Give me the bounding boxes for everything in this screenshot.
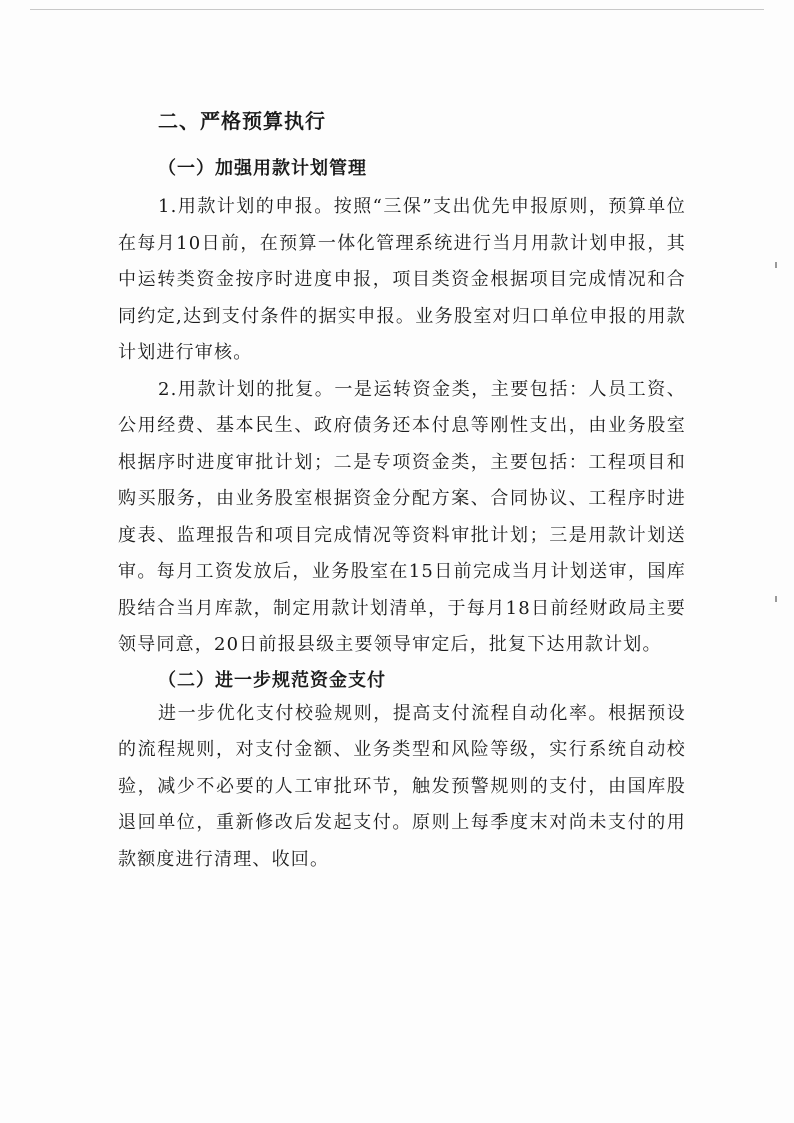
scan-margin-mark [775,596,777,602]
paragraph-payment-regulation: 进一步优化支付校验规则，提高支付流程自动化率。根据预设的流程规则，对支付金额、业务类型和风险等级，实行系统自动校验，减少不必要的人工审批环节，触发预警规则的支付，由国库股退回单位，重新修改后发起支付。原则上每季度末对尚未支付的用款额度进行清理、收回。 [118,702,686,870]
section-heading: 二、严格预算执行 [158,109,326,133]
document-body [118,104,686,878]
scan-edge-line [30,9,764,10]
paragraph-plan-declaration: 1.用款计划的申报。按照“三保”支出优先申报原则，预算单位在每月10日前，在预算一体化管理系统进行当月用款计划申报，其中运转类资金按序时进度申报，项目类资金根据项目完成情况和合同约定,达到支付条件的据实申报。业务股室对归口单位申报的用款计划进行审核。 [118,196,686,363]
subsection-heading-2: （二）进一步规范资金支付 [158,669,386,691]
subsection-heading-1: （一）加强用款计划管理 [158,158,367,179]
paragraph-plan-approval: 2.用款计划的批复。一是运转资金类，主要包括：人员工资、公用经费、基本民生、政府债务还本付息等刚性支出，由业务股室根据序时进度审批计划；二是专项资金类，主要包括：工程项目和购买服务，由业务股室根据资金分配方案、合同协议、工程序时进度表、监理报告和项目完成情况等资料审批计划；三是用款计划送审。每月工资发放后，业务股室在15日前完成当月计划送审，国库股结合当月库款，制定用款计划清单，于每月18日前经财政局主要领导同意，20日前报县级主要领导审定后，批复下达用款计划。 [118,378,686,655]
scan-margin-mark [775,262,777,268]
